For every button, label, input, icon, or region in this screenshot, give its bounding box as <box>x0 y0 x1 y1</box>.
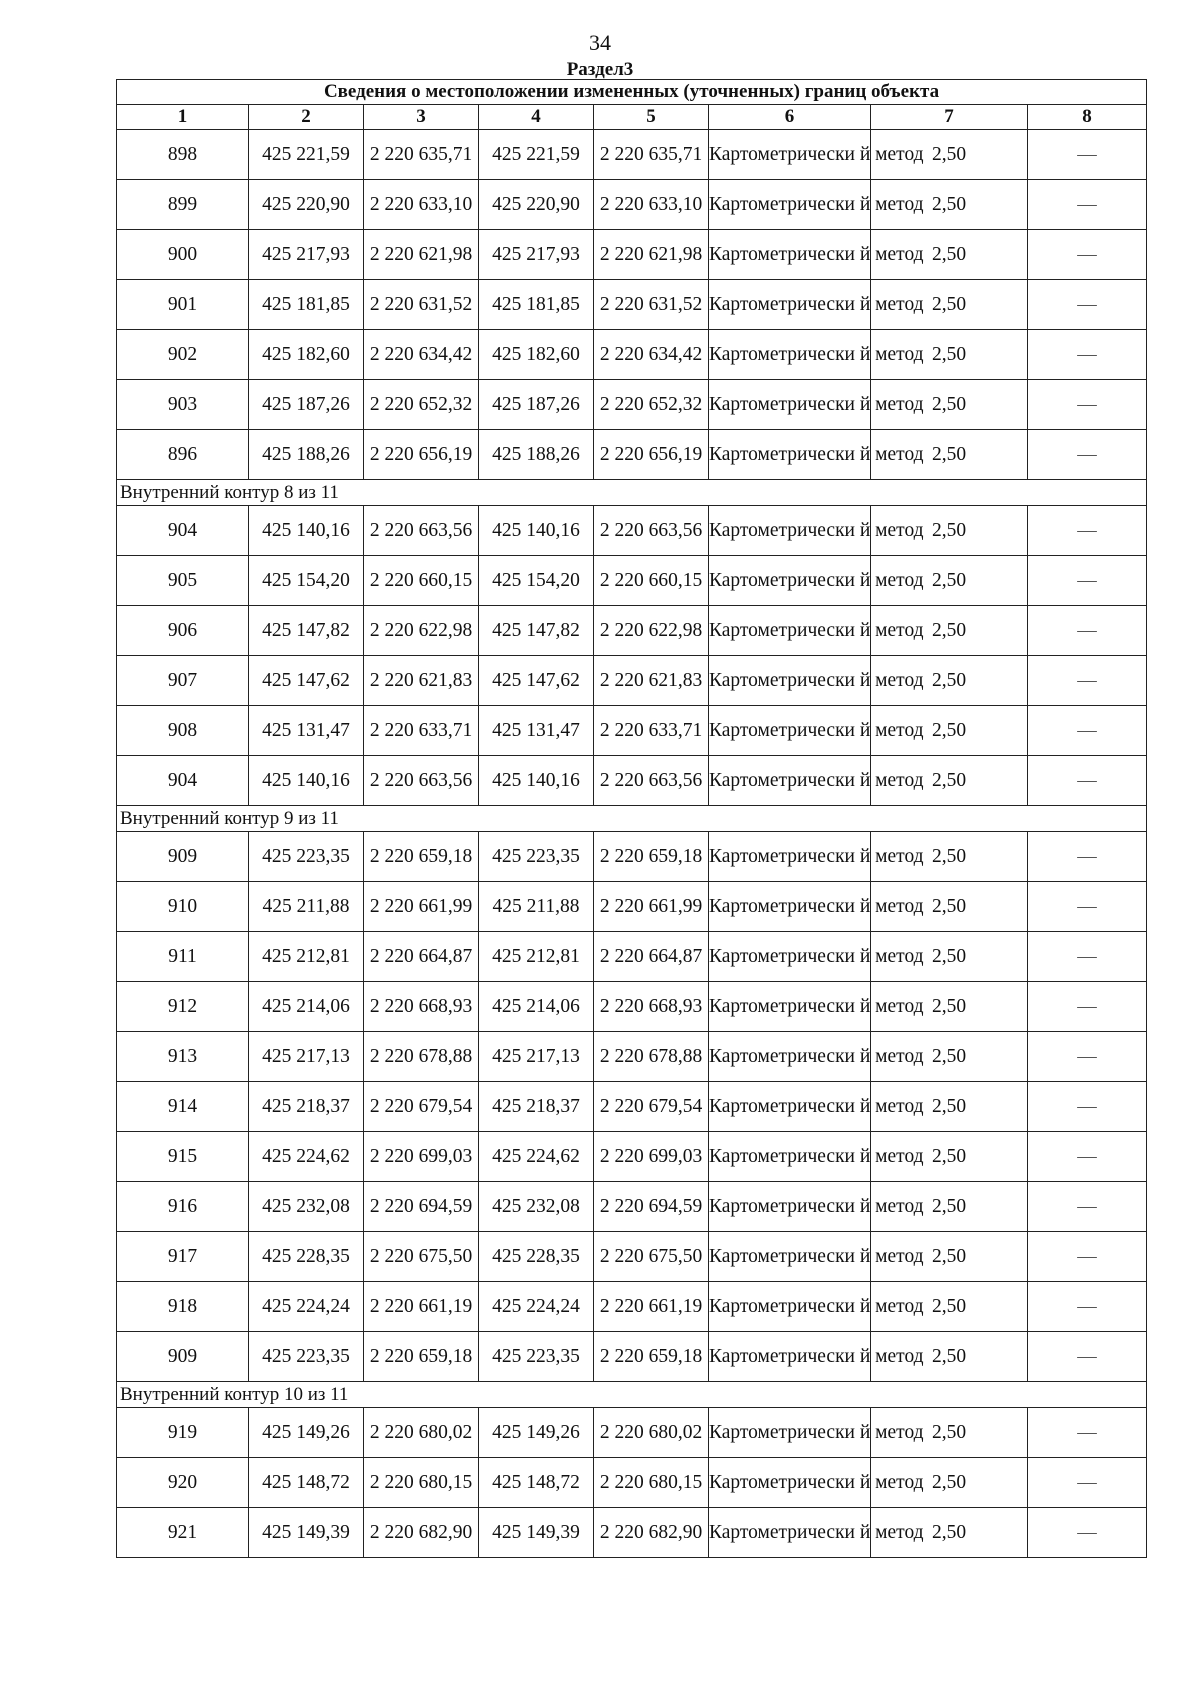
accuracy-cell: 2,50 <box>871 1232 1028 1282</box>
y-old-cell: 2 220 679,54 <box>364 1082 479 1132</box>
point-number-cell: 906 <box>117 606 249 656</box>
accuracy-cell: 2,50 <box>871 130 1028 180</box>
y-old-cell: 2 220 656,19 <box>364 430 479 480</box>
description-cell: — <box>1028 506 1147 556</box>
point-number-cell: 901 <box>117 280 249 330</box>
y-old-cell: 2 220 663,56 <box>364 756 479 806</box>
table-row <box>117 556 1147 606</box>
accuracy-cell: 2,50 <box>871 1082 1028 1132</box>
description-cell: — <box>1028 1332 1147 1382</box>
y-old-cell: 2 220 678,88 <box>364 1032 479 1082</box>
accuracy-cell: 2,50 <box>871 430 1028 480</box>
y-new-cell: 2 220 661,19 <box>594 1282 709 1332</box>
point-number-cell: 898 <box>117 130 249 180</box>
y-old-cell: 2 220 621,98 <box>364 230 479 280</box>
column-header: 3 <box>364 105 479 130</box>
y-new-cell: 2 220 682,90 <box>594 1508 709 1558</box>
table-row <box>117 506 1147 556</box>
table-row <box>117 1508 1147 1558</box>
y-old-cell: 2 220 668,93 <box>364 982 479 1032</box>
description-cell: — <box>1028 706 1147 756</box>
point-number-cell: 908 <box>117 706 249 756</box>
column-header-row <box>117 105 1147 130</box>
description-cell: — <box>1028 656 1147 706</box>
column-header: 7 <box>871 105 1028 130</box>
point-number-cell: 917 <box>117 1232 249 1282</box>
y-old-cell: 2 220 675,50 <box>364 1232 479 1282</box>
method-cell: Картометрически й метод <box>709 1508 871 1558</box>
method-cell: Картометрически й метод <box>709 180 871 230</box>
y-old-cell: 2 220 652,32 <box>364 380 479 430</box>
section-label: Раздел3 <box>566 59 634 80</box>
x-old-cell: 425 223,35 <box>249 1332 364 1382</box>
x-old-cell: 425 212,81 <box>249 932 364 982</box>
x-old-cell: 425 188,26 <box>249 430 364 480</box>
description-cell: — <box>1028 380 1147 430</box>
y-new-cell: 2 220 621,98 <box>594 230 709 280</box>
point-number-cell: 911 <box>117 932 249 982</box>
table-title: Сведения о местоположении измененных (уточненных) границ объекта <box>117 80 1147 105</box>
y-new-cell: 2 220 652,32 <box>594 380 709 430</box>
method-cell: Картометрически й метод <box>709 506 871 556</box>
y-new-cell: 2 220 663,56 <box>594 756 709 806</box>
point-number-cell: 921 <box>117 1508 249 1558</box>
y-new-cell: 2 220 678,88 <box>594 1032 709 1082</box>
x-new-cell: 425 181,85 <box>479 280 594 330</box>
accuracy-cell: 2,50 <box>871 1332 1028 1382</box>
description-cell: — <box>1028 1408 1147 1458</box>
point-number-cell: 915 <box>117 1132 249 1182</box>
description-cell: — <box>1028 1182 1147 1232</box>
x-new-cell: 425 188,26 <box>479 430 594 480</box>
method-cell: Картометрически й метод <box>709 1282 871 1332</box>
point-number-cell: 900 <box>117 230 249 280</box>
accuracy-cell: 2,50 <box>871 1132 1028 1182</box>
x-old-cell: 425 217,13 <box>249 1032 364 1082</box>
x-old-cell: 425 182,60 <box>249 330 364 380</box>
accuracy-cell: 2,50 <box>871 1408 1028 1458</box>
accuracy-cell: 2,50 <box>871 1458 1028 1508</box>
x-old-cell: 425 154,20 <box>249 556 364 606</box>
x-old-cell: 425 181,85 <box>249 280 364 330</box>
accuracy-cell: 2,50 <box>871 982 1028 1032</box>
x-old-cell: 425 131,47 <box>249 706 364 756</box>
x-new-cell: 425 232,08 <box>479 1182 594 1232</box>
x-old-cell: 425 217,93 <box>249 230 364 280</box>
x-new-cell: 425 214,06 <box>479 982 594 1032</box>
method-cell: Картометрически й метод <box>709 280 871 330</box>
description-cell: — <box>1028 1082 1147 1132</box>
x-old-cell: 425 187,26 <box>249 380 364 430</box>
description-cell: — <box>1028 330 1147 380</box>
x-new-cell: 425 221,59 <box>479 130 594 180</box>
point-number-cell: 913 <box>117 1032 249 1082</box>
y-new-cell: 2 220 622,98 <box>594 606 709 656</box>
y-new-cell: 2 220 633,10 <box>594 180 709 230</box>
y-old-cell: 2 220 635,71 <box>364 130 479 180</box>
y-new-cell: 2 220 680,02 <box>594 1408 709 1458</box>
description-cell: — <box>1028 1282 1147 1332</box>
description-cell: — <box>1028 280 1147 330</box>
table-row <box>117 430 1147 480</box>
point-number-cell: 914 <box>117 1082 249 1132</box>
x-new-cell: 425 149,26 <box>479 1408 594 1458</box>
table-row <box>117 706 1147 756</box>
accuracy-cell: 2,50 <box>871 230 1028 280</box>
accuracy-cell: 2,50 <box>871 380 1028 430</box>
point-number-cell: 907 <box>117 656 249 706</box>
y-old-cell: 2 220 659,18 <box>364 1332 479 1382</box>
description-cell: — <box>1028 982 1147 1032</box>
x-new-cell: 425 182,60 <box>479 330 594 380</box>
method-cell: Картометрически й метод <box>709 756 871 806</box>
x-old-cell: 425 140,16 <box>249 756 364 806</box>
y-new-cell: 2 220 656,19 <box>594 430 709 480</box>
accuracy-cell: 2,50 <box>871 506 1028 556</box>
contour-label: Внутренний контур 10 из 11 <box>117 1382 1147 1408</box>
x-new-cell: 425 228,35 <box>479 1232 594 1282</box>
y-new-cell: 2 220 675,50 <box>594 1232 709 1282</box>
y-new-cell: 2 220 659,18 <box>594 1332 709 1382</box>
contour-header-row <box>117 1382 1147 1408</box>
x-new-cell: 425 224,24 <box>479 1282 594 1332</box>
accuracy-cell: 2,50 <box>871 180 1028 230</box>
y-new-cell: 2 220 631,52 <box>594 280 709 330</box>
method-cell: Картометрически й метод <box>709 1032 871 1082</box>
y-old-cell: 2 220 631,52 <box>364 280 479 330</box>
description-cell: — <box>1028 756 1147 806</box>
table-row <box>117 130 1147 180</box>
point-number-cell: 919 <box>117 1408 249 1458</box>
method-cell: Картометрически й метод <box>709 1182 871 1232</box>
table-body <box>117 130 1147 1558</box>
y-old-cell: 2 220 680,15 <box>364 1458 479 1508</box>
x-new-cell: 425 224,62 <box>479 1132 594 1182</box>
x-new-cell: 425 212,81 <box>479 932 594 982</box>
y-old-cell: 2 220 694,59 <box>364 1182 479 1232</box>
column-header: 4 <box>479 105 594 130</box>
y-old-cell: 2 220 661,99 <box>364 882 479 932</box>
table-row <box>117 180 1147 230</box>
x-new-cell: 425 187,26 <box>479 380 594 430</box>
table-row <box>117 982 1147 1032</box>
y-new-cell: 2 220 660,15 <box>594 556 709 606</box>
y-old-cell: 2 220 622,98 <box>364 606 479 656</box>
method-cell: Картометрически й метод <box>709 130 871 180</box>
x-old-cell: 425 224,24 <box>249 1282 364 1332</box>
contour-header-row <box>117 806 1147 832</box>
description-cell: — <box>1028 882 1147 932</box>
table-row <box>117 606 1147 656</box>
y-old-cell: 2 220 682,90 <box>364 1508 479 1558</box>
point-number-cell: 904 <box>117 506 249 556</box>
y-old-cell: 2 220 680,02 <box>364 1408 479 1458</box>
x-old-cell: 425 148,72 <box>249 1458 364 1508</box>
accuracy-cell: 2,50 <box>871 606 1028 656</box>
x-new-cell: 425 154,20 <box>479 556 594 606</box>
accuracy-cell: 2,50 <box>871 1508 1028 1558</box>
point-number-cell: 899 <box>117 180 249 230</box>
description-cell: — <box>1028 1132 1147 1182</box>
y-old-cell: 2 220 659,18 <box>364 832 479 882</box>
table-row <box>117 380 1147 430</box>
x-new-cell: 425 131,47 <box>479 706 594 756</box>
x-new-cell: 425 140,16 <box>479 506 594 556</box>
contour-label: Внутренний контур 8 из 11 <box>117 480 1147 506</box>
y-old-cell: 2 220 661,19 <box>364 1282 479 1332</box>
accuracy-cell: 2,50 <box>871 280 1028 330</box>
y-new-cell: 2 220 659,18 <box>594 832 709 882</box>
point-number-cell: 916 <box>117 1182 249 1232</box>
table-row <box>117 1082 1147 1132</box>
description-cell: — <box>1028 932 1147 982</box>
table-row <box>117 1182 1147 1232</box>
point-number-cell: 909 <box>117 832 249 882</box>
x-new-cell: 425 217,13 <box>479 1032 594 1082</box>
method-cell: Картометрически й метод <box>709 982 871 1032</box>
y-old-cell: 2 220 633,10 <box>364 180 479 230</box>
method-cell: Картометрически й метод <box>709 882 871 932</box>
x-new-cell: 425 149,39 <box>479 1508 594 1558</box>
x-new-cell: 425 217,93 <box>479 230 594 280</box>
column-header: 1 <box>117 105 249 130</box>
y-new-cell: 2 220 694,59 <box>594 1182 709 1232</box>
description-cell: — <box>1028 130 1147 180</box>
x-old-cell: 425 232,08 <box>249 1182 364 1232</box>
table-row <box>117 832 1147 882</box>
x-new-cell: 425 148,72 <box>479 1458 594 1508</box>
table-row <box>117 1408 1147 1458</box>
column-header: 2 <box>249 105 364 130</box>
x-old-cell: 425 218,37 <box>249 1082 364 1132</box>
page-number: 34 <box>589 30 611 55</box>
point-number-cell: 918 <box>117 1282 249 1332</box>
point-number-cell: 902 <box>117 330 249 380</box>
method-cell: Картометрически й метод <box>709 606 871 656</box>
accuracy-cell: 2,50 <box>871 656 1028 706</box>
accuracy-cell: 2,50 <box>871 706 1028 756</box>
y-new-cell: 2 220 680,15 <box>594 1458 709 1508</box>
y-new-cell: 2 220 668,93 <box>594 982 709 1032</box>
contour-header-row <box>117 480 1147 506</box>
y-old-cell: 2 220 634,42 <box>364 330 479 380</box>
point-number-cell: 909 <box>117 1332 249 1382</box>
method-cell: Картометрически й метод <box>709 706 871 756</box>
point-number-cell: 903 <box>117 380 249 430</box>
description-cell: — <box>1028 1458 1147 1508</box>
y-old-cell: 2 220 699,03 <box>364 1132 479 1182</box>
description-cell: — <box>1028 606 1147 656</box>
point-number-cell: 904 <box>117 756 249 806</box>
y-old-cell: 2 220 663,56 <box>364 506 479 556</box>
x-old-cell: 425 228,35 <box>249 1232 364 1282</box>
table-row <box>117 1032 1147 1082</box>
y-old-cell: 2 220 621,83 <box>364 656 479 706</box>
y-new-cell: 2 220 679,54 <box>594 1082 709 1132</box>
x-old-cell: 425 224,62 <box>249 1132 364 1182</box>
x-new-cell: 425 223,35 <box>479 1332 594 1382</box>
point-number-cell: 896 <box>117 430 249 480</box>
description-cell: — <box>1028 230 1147 280</box>
description-cell: — <box>1028 556 1147 606</box>
y-old-cell: 2 220 664,87 <box>364 932 479 982</box>
boundary-coordinates-table <box>116 79 1147 1558</box>
accuracy-cell: 2,50 <box>871 832 1028 882</box>
contour-label: Внутренний контур 9 из 11 <box>117 806 1147 832</box>
x-old-cell: 425 214,06 <box>249 982 364 1032</box>
description-cell: — <box>1028 180 1147 230</box>
column-header: 5 <box>594 105 709 130</box>
description-cell: — <box>1028 1508 1147 1558</box>
table-row <box>117 1282 1147 1332</box>
x-new-cell: 425 218,37 <box>479 1082 594 1132</box>
table-row <box>117 1232 1147 1282</box>
table-title-row <box>117 80 1147 105</box>
method-cell: Картометрически й метод <box>709 1082 871 1132</box>
table-row <box>117 330 1147 380</box>
x-old-cell: 425 140,16 <box>249 506 364 556</box>
description-cell: — <box>1028 1232 1147 1282</box>
x-new-cell: 425 147,82 <box>479 606 594 656</box>
y-new-cell: 2 220 661,99 <box>594 882 709 932</box>
y-new-cell: 2 220 635,71 <box>594 130 709 180</box>
method-cell: Картометрически й метод <box>709 656 871 706</box>
accuracy-cell: 2,50 <box>871 932 1028 982</box>
y-new-cell: 2 220 633,71 <box>594 706 709 756</box>
method-cell: Картометрически й метод <box>709 380 871 430</box>
table-row <box>117 882 1147 932</box>
description-cell: — <box>1028 1032 1147 1082</box>
method-cell: Картометрически й метод <box>709 330 871 380</box>
x-new-cell: 425 140,16 <box>479 756 594 806</box>
y-new-cell: 2 220 699,03 <box>594 1132 709 1182</box>
accuracy-cell: 2,50 <box>871 330 1028 380</box>
table-row <box>117 932 1147 982</box>
x-new-cell: 425 211,88 <box>479 882 594 932</box>
method-cell: Картометрически й метод <box>709 832 871 882</box>
table-row <box>117 1458 1147 1508</box>
x-new-cell: 425 220,90 <box>479 180 594 230</box>
accuracy-cell: 2,50 <box>871 556 1028 606</box>
x-old-cell: 425 149,26 <box>249 1408 364 1458</box>
method-cell: Картометрически й метод <box>709 1458 871 1508</box>
y-new-cell: 2 220 663,56 <box>594 506 709 556</box>
description-cell: — <box>1028 832 1147 882</box>
table-row <box>117 230 1147 280</box>
x-old-cell: 425 220,90 <box>249 180 364 230</box>
method-cell: Картометрически й метод <box>709 556 871 606</box>
x-old-cell: 425 147,62 <box>249 656 364 706</box>
table-row <box>117 1132 1147 1182</box>
method-cell: Картометрически й метод <box>709 1332 871 1382</box>
table-row <box>117 756 1147 806</box>
point-number-cell: 910 <box>117 882 249 932</box>
y-old-cell: 2 220 660,15 <box>364 556 479 606</box>
method-cell: Картометрически й метод <box>709 1232 871 1282</box>
column-header: 8 <box>1028 105 1147 130</box>
point-number-cell: 905 <box>117 556 249 606</box>
y-old-cell: 2 220 633,71 <box>364 706 479 756</box>
accuracy-cell: 2,50 <box>871 756 1028 806</box>
x-old-cell: 425 211,88 <box>249 882 364 932</box>
accuracy-cell: 2,50 <box>871 1282 1028 1332</box>
table-row <box>117 656 1147 706</box>
method-cell: Картометрически й метод <box>709 430 871 480</box>
point-number-cell: 912 <box>117 982 249 1032</box>
y-new-cell: 2 220 664,87 <box>594 932 709 982</box>
x-new-cell: 425 223,35 <box>479 832 594 882</box>
y-new-cell: 2 220 621,83 <box>594 656 709 706</box>
point-number-cell: 920 <box>117 1458 249 1508</box>
table-row <box>117 280 1147 330</box>
column-header: 6 <box>709 105 871 130</box>
method-cell: Картометрически й метод <box>709 932 871 982</box>
accuracy-cell: 2,50 <box>871 1032 1028 1082</box>
x-old-cell: 425 149,39 <box>249 1508 364 1558</box>
method-cell: Картометрически й метод <box>709 230 871 280</box>
method-cell: Картометрически й метод <box>709 1408 871 1458</box>
method-cell: Картометрически й метод <box>709 1132 871 1182</box>
table-row <box>117 1332 1147 1382</box>
accuracy-cell: 2,50 <box>871 882 1028 932</box>
x-old-cell: 425 221,59 <box>249 130 364 180</box>
x-old-cell: 425 223,35 <box>249 832 364 882</box>
x-old-cell: 425 147,82 <box>249 606 364 656</box>
accuracy-cell: 2,50 <box>871 1182 1028 1232</box>
y-new-cell: 2 220 634,42 <box>594 330 709 380</box>
description-cell: — <box>1028 430 1147 480</box>
x-new-cell: 425 147,62 <box>479 656 594 706</box>
